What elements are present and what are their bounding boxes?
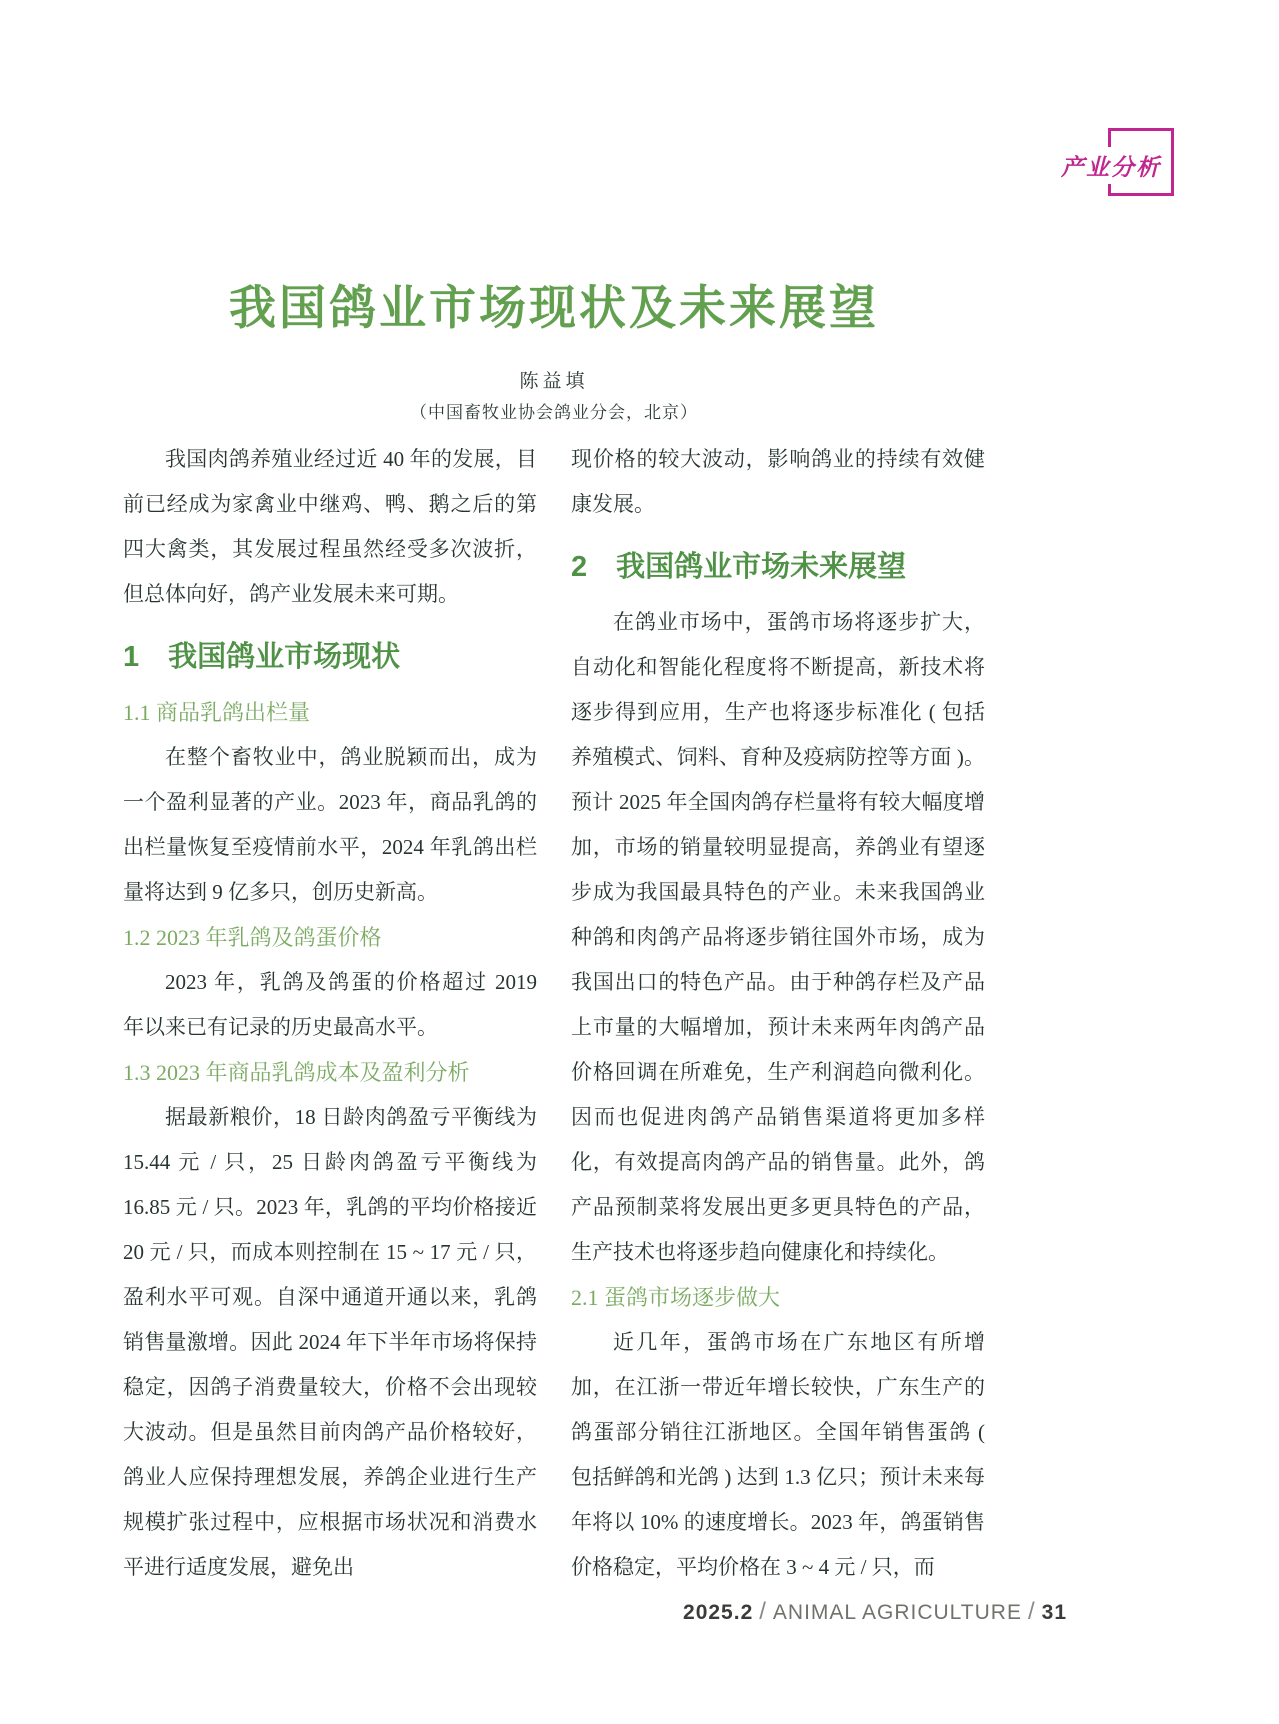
footer-issue: 2025.2 (683, 1601, 754, 1624)
subsection-heading-2-1: 2.1 蛋鸽市场逐步做大 (571, 1285, 781, 1310)
section-heading-1: 1 我国鸽业市场现状 (123, 641, 401, 673)
article-title: 我国鸽业市场现状及未来展望 (229, 281, 879, 334)
body-columns (123, 437, 985, 1590)
column-right (571, 437, 985, 1590)
subsection-heading-1-1: 1.1 商品乳鸽出栏量 (123, 700, 311, 725)
footer-separator: / (1027, 1598, 1036, 1625)
column-left (123, 437, 537, 1590)
body-paragraph-continuation: 现价格的较大波动，影响鸽业的持续有效健康发展。 (571, 447, 985, 516)
subsection-heading-1-2: 1.2 2023 年乳鸽及鸽蛋价格 (123, 925, 382, 950)
section-heading-2: 2 我国鸽业市场未来展望 (571, 551, 907, 583)
page-footer (683, 1598, 1067, 1626)
body-paragraph: 据最新粮价，18 日龄肉鸽盈亏平衡线为 15.44 元 / 只，25 日龄肉鸽盈亏平衡线为 16.85 元 / 只。2023 年，乳鸽的平均价格接近 20 元 / 只，而成本则控制在 15 ~ 17 元 / 只，盈利水平可观。自深中通道开通以来，乳鸽销售量激增。因此 2024 年下半年市场将保持稳定，因鸽子消费量较大，价格不会出现较大波动。但是虽然目前肉鸽产品价格较好，鸽业人应保持理想发展，养鸽企业进行生产规模扩张过程中，应根据市场状况和消费水平进行适度发展，避免出 (123, 1105, 537, 1579)
industry-tag-label: 产业分析 (1051, 147, 1167, 184)
footer-separator: / (759, 1598, 767, 1625)
body-paragraph: 在鸽业市场中，蛋鸽市场将逐步扩大，自动化和智能化程度将不断提高，新技术将逐步得到应用，生产也将逐步标准化 ( 包括养殖模式、饲料、育种及疫病防控等方面 )。预计 2025 年全国肉鸽存栏量将有较大幅度增加，市场的销量较明显提高，养鸽业有望逐步成为我国最具特色的产业。未来我国鸽业种鸽和肉鸽产品将逐步销往国外市场，成为我国出口的特色产品。由于种鸽存栏及产品上市量的大幅增加，预计未来两年肉鸽产品价格回调在所难免，生产利润趋向微利化。因而也促进肉鸽产品销售渠道将更加多样化，有效提高肉鸽产品的销售量。此外，鸽产品预制菜将发展出更多更具特色的产品，生产技术也将逐步趋向健康化和持续化。 (571, 610, 985, 1264)
footer-page-number: 31 (1041, 1601, 1067, 1624)
footer-journal-name: ANIMAL AGRICULTURE (772, 1601, 1022, 1624)
body-paragraph: 在整个畜牧业中，鸽业脱颖而出，成为一个盈利显著的产业。2023 年，商品乳鸽的出栏量恢复至疫情前水平，2024 年乳鸽出栏量将达到 9 亿多只，创历史新高。 (123, 745, 537, 904)
subsection-heading-1-3: 1.3 2023 年商品乳鸽成本及盈利分析 (123, 1060, 470, 1085)
body-paragraph: 我国肉鸽养殖业经过近 40 年的发展，目前已经成为家禽业中继鸡、鸭、鹅之后的第四大禽类，其发展过程虽然经受多次波折，但总体向好，鸽产业发展未来可期。 (123, 447, 537, 606)
author-affiliation: （中国畜牧业协会鸽业分会，北京） (410, 403, 698, 422)
body-paragraph: 2023 年，乳鸽及鸽蛋的价格超过 2019 年以来已有记录的历史最高水平。 (123, 970, 537, 1039)
author-name: 陈益填 (519, 371, 589, 392)
body-paragraph: 近几年，蛋鸽市场在广东地区有所增加，在江浙一带近年增长较快，广东生产的鸽蛋部分销往江浙地区。全国年销售蛋鸽 ( 包括鲜鸽和光鸽 ) 达到 1.3 亿只；预计未来每年将以 10% 的速度增长。2023 年，鸽蛋销售价格稳定，平均价格在 3 ~ 4 元 / 只，而 (571, 1330, 985, 1579)
